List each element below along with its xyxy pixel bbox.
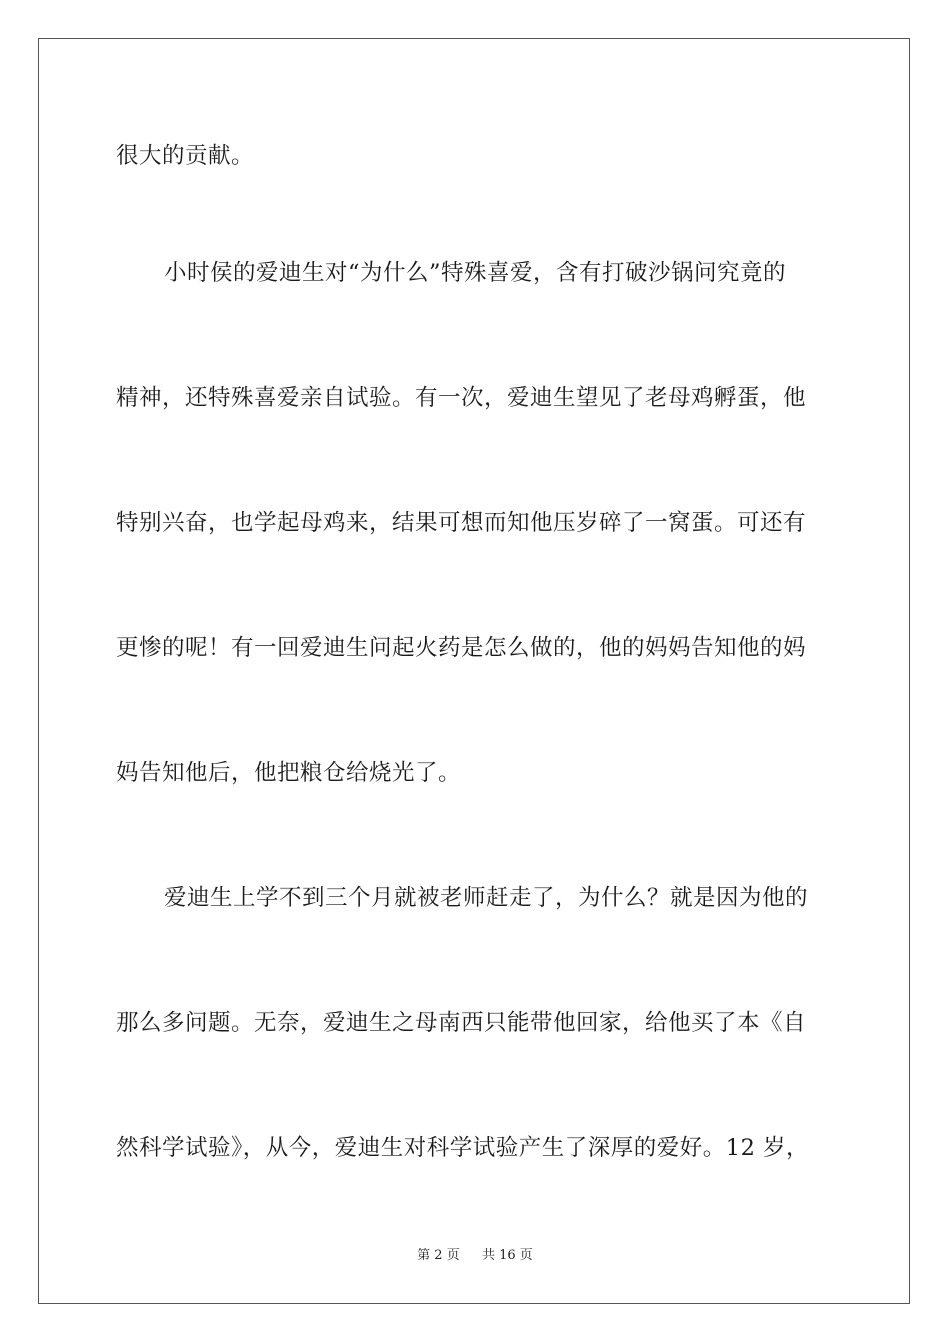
text-line: 然科学试验》，从今，爱迪生对科学试验产生了深厚的爱好。12 岁， xyxy=(116,1135,810,1161)
text-line: 精神，还特殊喜爱亲自试验。有一次，爱迪生望见了老母鸡孵蛋，他 xyxy=(116,385,807,411)
text-line: 小时侯的爱迪生对“为什么”特殊喜爱，含有打破沙锅问究竟的 xyxy=(164,260,787,286)
text-line: 那么多问题。无奈，爱迪生之母南西只能带他回家，给他买了本《自 xyxy=(116,1010,807,1036)
page-frame xyxy=(38,38,910,1304)
text-line: 特别兴奋，也学起母鸡来，结果可想而知他压岁碎了一窝蛋。可还有 xyxy=(116,510,807,536)
text-line: 很大的贡献。 xyxy=(116,143,255,169)
page-number: 第 2 页 xyxy=(417,1248,460,1263)
text-line: 更惨的呢！有一回爱迪生问起火药是怎么做的，他的妈妈告知他的妈 xyxy=(116,635,807,661)
page-total: 共 16 页 xyxy=(482,1248,533,1263)
text-line: 爱迪生上学不到三个月就被老师赶走了，为什么？就是因为他的 xyxy=(164,885,809,911)
page-footer xyxy=(0,1247,950,1265)
text-line: 妈告知他后，他把粮仓给烧光了。 xyxy=(116,760,462,786)
